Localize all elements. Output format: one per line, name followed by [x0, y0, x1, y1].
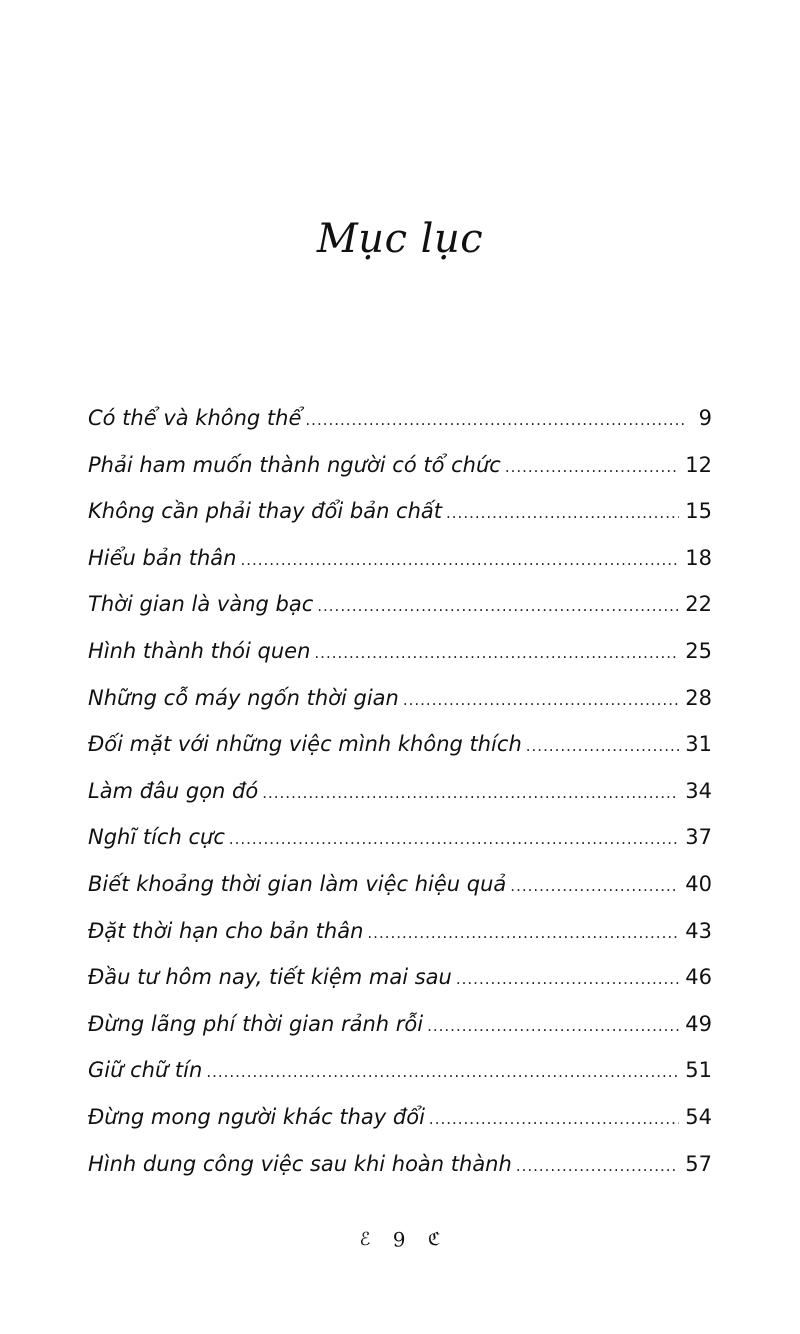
dot-leader — [206, 1058, 679, 1082]
toc-entry-title: Đầu tư hôm nay, tiết kiệm mai sau — [88, 965, 452, 990]
toc-entry-title: Thời gian là vàng bạc — [88, 592, 314, 617]
toc-entry-page: 31 — [685, 732, 712, 757]
dot-leader — [229, 825, 679, 849]
page-title: Mục lục — [316, 216, 484, 262]
toc-entry-page: 54 — [685, 1104, 712, 1129]
toc-entry — [88, 546, 712, 593]
dot-leader — [305, 406, 684, 430]
toc-entry-page: 9 — [698, 406, 712, 430]
toc-entry-page: 46 — [685, 965, 712, 990]
page-number: 9 — [392, 1227, 406, 1252]
toc-entry — [88, 965, 712, 1012]
toc-entry — [88, 499, 712, 546]
dot-leader — [510, 872, 679, 896]
toc-entry — [88, 1058, 712, 1105]
toc-entry-page: 37 — [685, 825, 712, 850]
toc-entry — [88, 1105, 712, 1152]
toc-entry-title: Giữ chữ tín — [88, 1058, 203, 1083]
toc-entry-title: Biết khoảng thời gian làm việc hiệu quả — [88, 871, 507, 896]
toc-entry-page: 43 — [685, 918, 712, 943]
toc-entry-page: 51 — [685, 1058, 712, 1083]
toc-entry — [88, 732, 712, 779]
table-of-contents — [88, 406, 712, 1198]
toc-entry — [88, 592, 712, 639]
toc-entry-title: Làm đâu gọn đó — [88, 778, 259, 803]
toc-entry — [88, 872, 712, 919]
toc-entry-title: Nghĩ tích cực — [88, 825, 225, 850]
toc-entry-title: Những cỗ máy ngốn thời gian — [88, 685, 399, 710]
toc-entry-title: Đừng mong người khác thay đổi — [88, 1104, 425, 1129]
dot-leader — [526, 732, 680, 756]
toc-entry-page: 34 — [685, 778, 712, 803]
toc-entry — [88, 639, 712, 686]
toc-entry-page: 40 — [685, 871, 712, 896]
dot-leader — [516, 1152, 679, 1176]
toc-entry-title: Có thể và không thể — [88, 406, 302, 430]
toc-entry-page: 49 — [685, 1011, 712, 1036]
ornament-right-icon: ℭ — [427, 1229, 441, 1250]
ornament-left-icon: ℰ — [359, 1229, 371, 1250]
toc-entry-page: 28 — [685, 685, 712, 710]
toc-entry-page: 18 — [685, 545, 712, 570]
toc-entry-title: Đừng lãng phí thời gian rảnh rỗi — [88, 1011, 424, 1036]
toc-entry-title: Hình dung công việc sau khi hoàn thành — [88, 1151, 512, 1176]
toc-entry-page: 57 — [685, 1151, 712, 1176]
toc-entry — [88, 919, 712, 966]
toc-entry-title: Phải ham muốn thành người có tổ chức — [88, 452, 501, 477]
toc-entry-page: 12 — [685, 452, 712, 477]
dot-leader — [317, 592, 679, 616]
toc-entry-title: Đặt thời hạn cho bản thân — [88, 918, 364, 943]
toc-entry — [88, 825, 712, 872]
dot-leader — [262, 779, 679, 803]
dot-leader — [367, 919, 679, 943]
toc-entry-page: 25 — [685, 638, 712, 663]
toc-entry-title: Hiểu bản thân — [88, 545, 237, 570]
dot-leader — [427, 1012, 679, 1036]
toc-entry — [88, 406, 712, 453]
toc-entry — [88, 453, 712, 500]
toc-entry — [88, 1152, 712, 1199]
toc-entry — [88, 779, 712, 826]
toc-entry-page: 22 — [685, 592, 712, 617]
toc-entry-title: Đối mặt với những việc mình không thích — [88, 732, 522, 757]
toc-entry-title: Không cần phải thay đổi bản chất — [88, 499, 443, 524]
dot-leader — [446, 499, 679, 523]
toc-entry — [88, 1012, 712, 1059]
toc-entry-title: Hình thành thói quen — [88, 638, 311, 663]
dot-leader — [429, 1105, 679, 1129]
dot-leader — [505, 453, 679, 477]
page-footer — [0, 1226, 800, 1252]
toc-entry-page: 15 — [685, 499, 712, 524]
dot-leader — [314, 639, 679, 663]
dot-leader — [403, 686, 679, 710]
dot-leader — [240, 546, 679, 570]
dot-leader — [456, 965, 679, 989]
toc-entry — [88, 686, 712, 733]
